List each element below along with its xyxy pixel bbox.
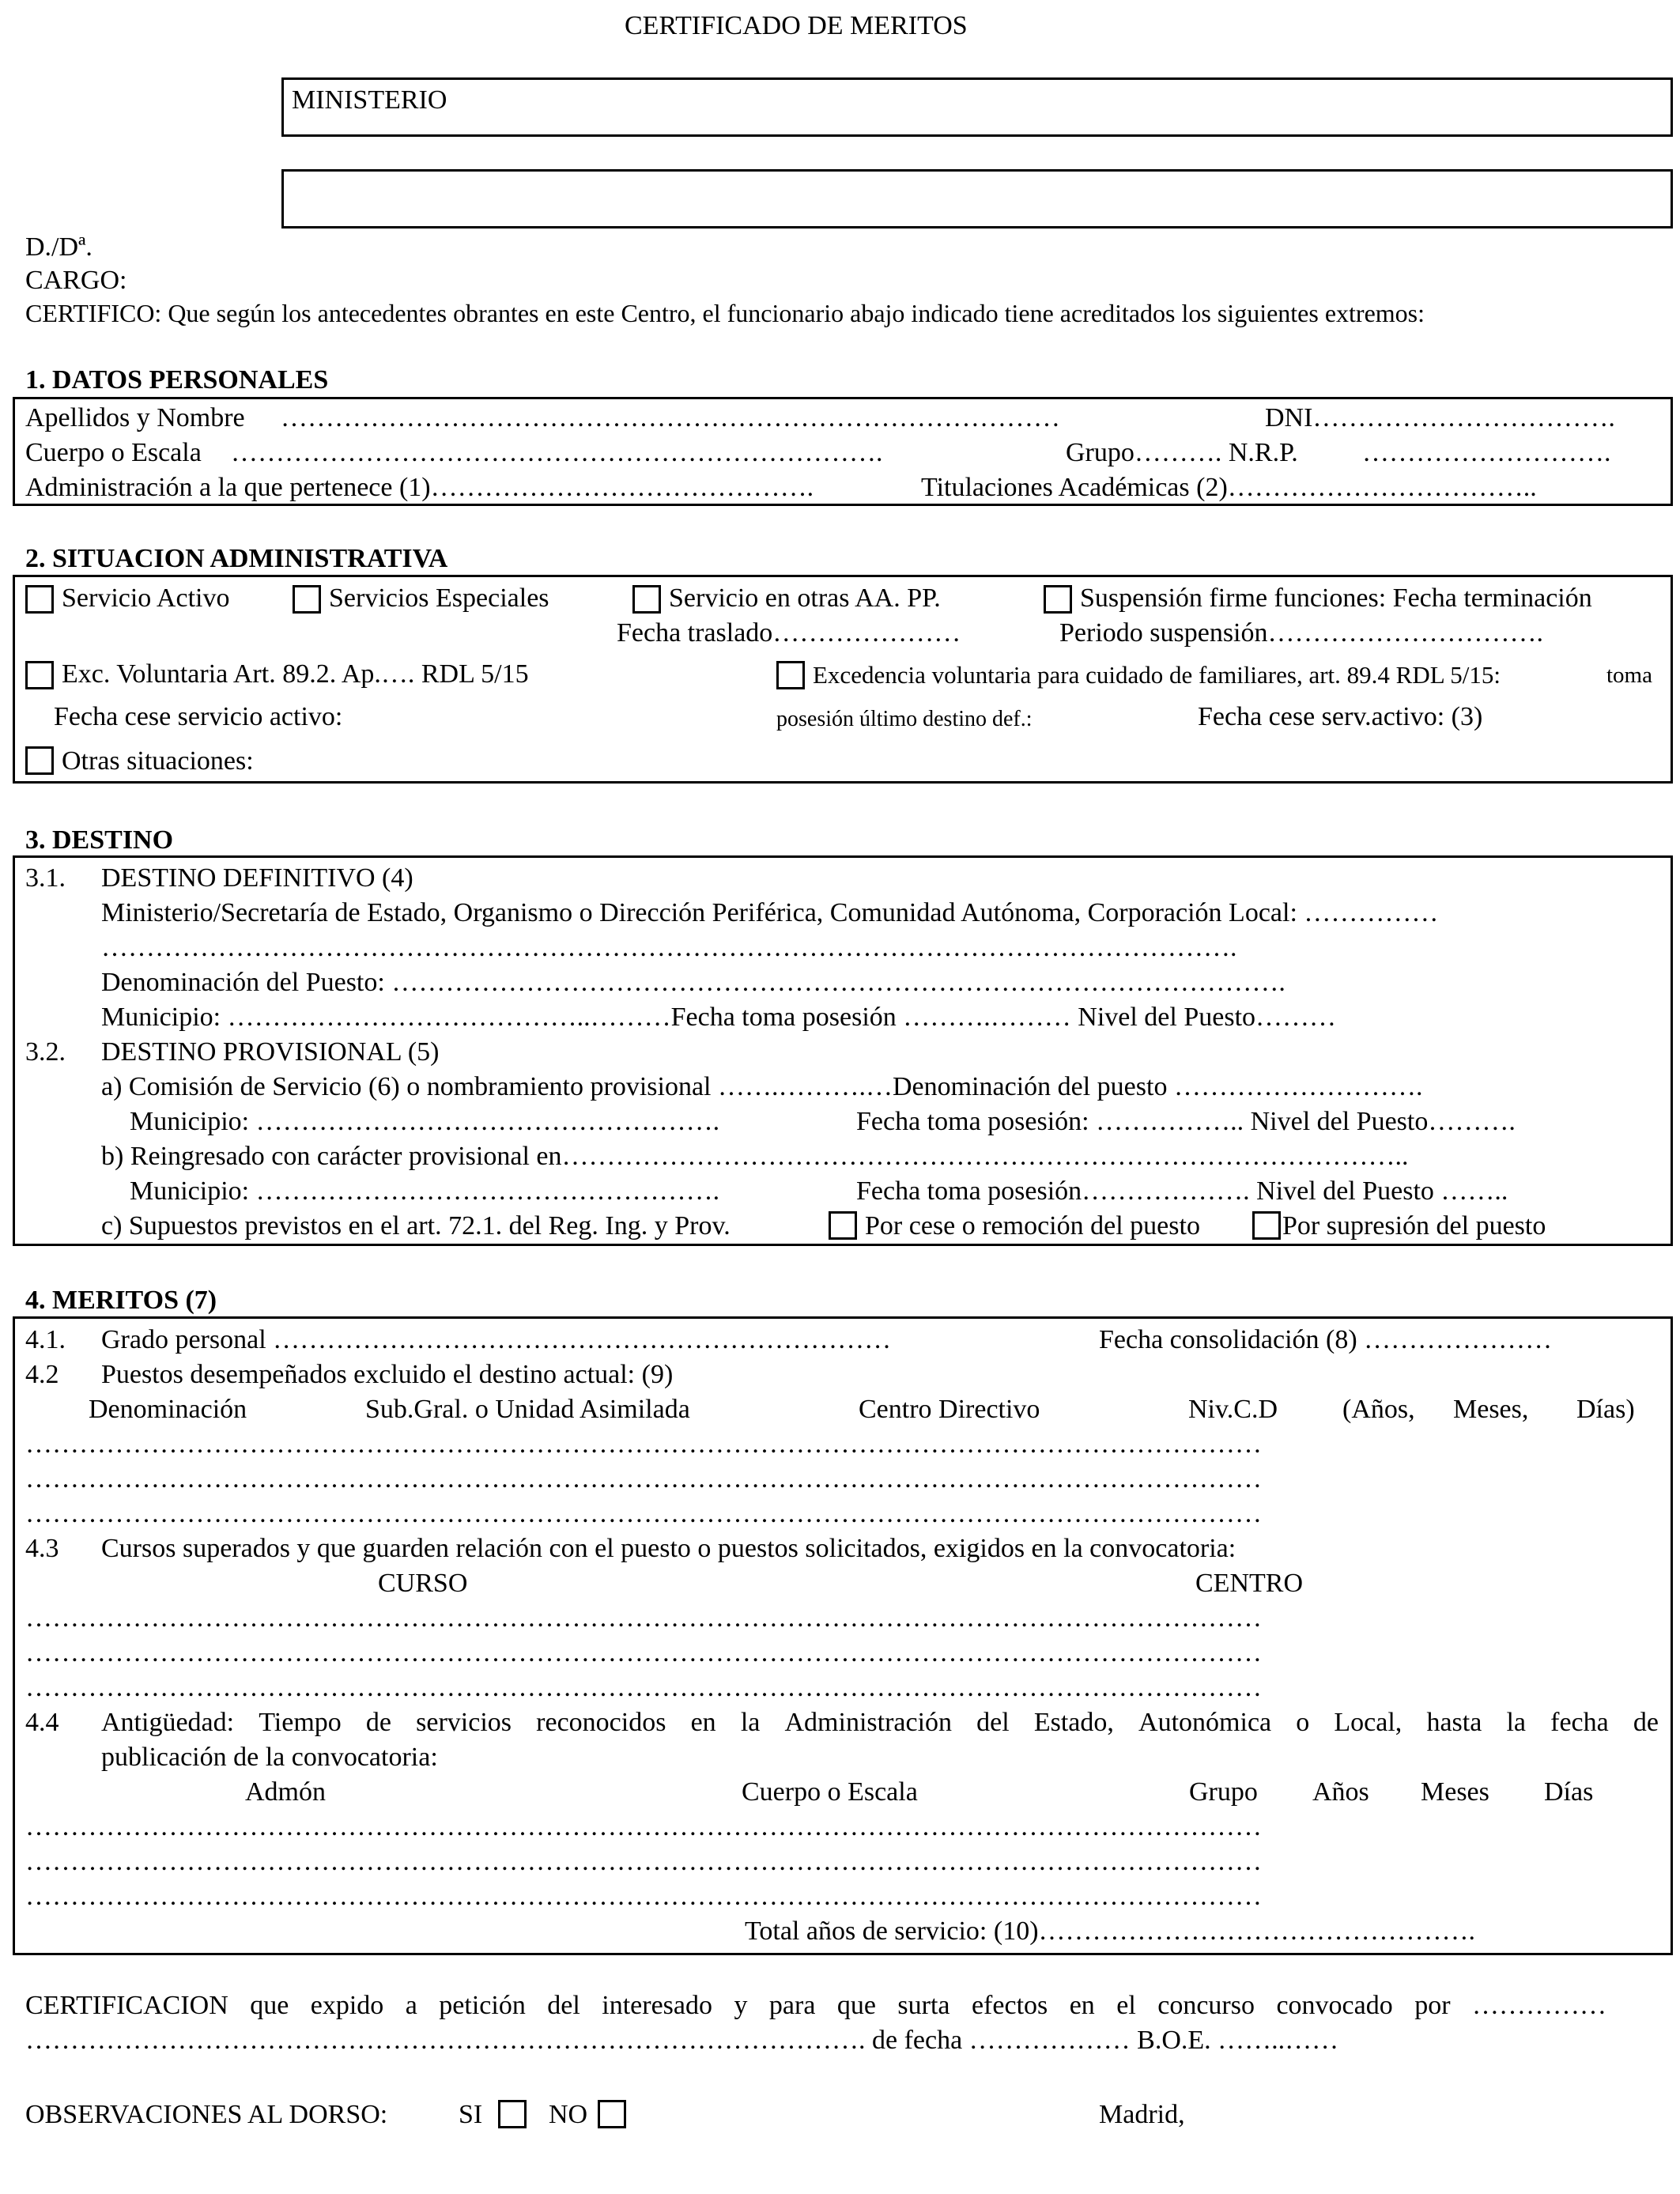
fecha-cese-label: Fecha cese servicio activo: xyxy=(54,702,343,731)
col-dias-44: Días xyxy=(1544,1777,1594,1807)
col-anos-44: Años xyxy=(1312,1777,1369,1807)
otras-aapp-label: Servicio en otras AA. PP. xyxy=(669,583,941,613)
exc-voluntaria-checkbox[interactable] xyxy=(25,661,54,689)
ministerio-label: MINISTERIO xyxy=(292,85,447,115)
col-curso: CURSO xyxy=(378,1569,468,1598)
no-checkbox[interactable] xyxy=(598,2100,626,2128)
num-4-4: 4.4 xyxy=(25,1708,59,1737)
puestos-desempenados-label: Puestos desempeñados excluido el destino actual: (9) xyxy=(101,1360,674,1389)
ministerio-organismo-field[interactable]: Ministerio/Secretaría de Estado, Organismo o Dirección Periférica, Comunidad Autónoma, Corporación Local: …………… xyxy=(101,898,1439,927)
denominacion-puesto-field[interactable]: Denominación del Puesto: ………………………………………………………………………………………. xyxy=(101,968,1285,997)
otras-situaciones-label: Otras situaciones: xyxy=(62,746,254,776)
certificacion-text: CERTIFICACION que expido a petición del interesado y para que surta efectos en el concurso convocado por …………… xyxy=(25,1991,1606,2020)
nrp-dots[interactable]: ………………………. xyxy=(1362,438,1611,467)
exc-familiares-toma: toma xyxy=(1606,663,1652,688)
antiguedad-label: Antigüedad: Tiempo de servicios reconocidos en la Administración del Estado, Autonómica o Local, hasta la fecha de xyxy=(101,1708,1659,1737)
col-nivcd: Niv.C.D xyxy=(1188,1395,1278,1424)
cuerpo-dots[interactable]: ………………………………………………………………. xyxy=(231,438,883,467)
organismo-dots[interactable]: ………………………………………………………………………………………………………………. xyxy=(101,933,1237,962)
servicio-activo-checkbox[interactable] xyxy=(25,585,54,614)
col-dias: Días) xyxy=(1576,1395,1635,1424)
supresion-checkbox[interactable] xyxy=(1252,1211,1281,1240)
municipio-b-field[interactable]: Municipio: ……………………………………………. xyxy=(130,1176,720,1206)
certificacion-fecha-boe[interactable]: …………………………………………………………………………………. de fecha ……………… B.O.E. ……..…… xyxy=(25,2026,1339,2055)
otras-aapp-checkbox[interactable] xyxy=(632,585,661,614)
col-centro: CENTRO xyxy=(1195,1569,1303,1598)
cargo-label: CARGO: xyxy=(25,266,127,295)
fecha-toma-a-field[interactable]: Fecha toma posesión: …………….. Nivel del Puesto………. xyxy=(856,1107,1516,1136)
num-3-2: 3.2. xyxy=(25,1037,66,1067)
madrid-label: Madrid, xyxy=(1099,2100,1185,2129)
section-1-heading: 1. DATOS PERSONALES xyxy=(25,365,329,395)
exc-familiares-label: Excedencia voluntaria para cuidado de familiares, art. 89.4 RDL 5/15: xyxy=(813,661,1501,689)
cese-remocion-checkbox[interactable] xyxy=(829,1211,857,1240)
servicios-especiales-checkbox[interactable] xyxy=(293,585,321,614)
periodo-suspension-field[interactable]: Periodo suspensión…………………………. xyxy=(1059,618,1543,648)
municipio-a-field[interactable]: Municipio: ……………………………………………. xyxy=(130,1107,720,1136)
si-checkbox[interactable] xyxy=(498,2100,527,2128)
col-denominacion: Denominación xyxy=(89,1395,247,1424)
suspension-checkbox[interactable] xyxy=(1044,585,1072,614)
col-meses-44: Meses xyxy=(1421,1777,1489,1807)
col-anos: (Años, xyxy=(1342,1395,1415,1424)
observaciones-label: OBSERVACIONES AL DORSO: xyxy=(25,2100,388,2129)
num-4-1: 4.1. xyxy=(25,1325,66,1354)
exc-voluntaria-label: Exc. Voluntaria Art. 89.2. Ap.…. RDL 5/15 xyxy=(62,659,529,689)
destino-definitivo-label: DESTINO DEFINITIVO (4) xyxy=(101,863,413,893)
posesion-ultimo-label: posesión último destino def.: xyxy=(776,707,1033,731)
servicio-activo-label: Servicio Activo xyxy=(62,583,230,613)
col-grupo: Grupo xyxy=(1189,1777,1258,1807)
municipio-def-field[interactable]: Municipio: …………………………………..………Fecha toma posesión ……….……… Nivel del Puesto……… xyxy=(101,1003,1337,1032)
grupo-nrp-label: Grupo………. N.R.P. xyxy=(1066,438,1298,467)
cursos-label: Cursos superados y que guarden relación con el puesto o puestos solicitados, exigidos en la convocatoria: xyxy=(101,1534,1236,1563)
cese-remocion-label: Por cese o remoción del puesto xyxy=(865,1211,1200,1240)
exc-familiares-checkbox[interactable] xyxy=(776,661,805,689)
ministerio-field[interactable] xyxy=(281,77,1673,137)
cursos-line-3[interactable]: ………………………………………………………………………………………………………………………… xyxy=(25,1673,1262,1702)
col-cuerpo-escala: Cuerpo o Escala xyxy=(742,1777,918,1807)
titulaciones-field[interactable]: Titulaciones Académicas (2)…………………………….. xyxy=(921,473,1537,502)
num-3-1: 3.1. xyxy=(25,863,66,893)
administracion-field[interactable]: Administración a la que pertenece (1)……………………………………. xyxy=(25,473,814,502)
page-title: CERTIFICADO DE MERITOS xyxy=(625,11,968,40)
section-2-heading: 2. SITUACION ADMINISTRATIVA xyxy=(25,544,448,573)
certifico-text: CERTIFICO: Que según los antecedentes obrantes en este Centro, el funcionario abajo indicado tiene acreditados los siguientes extremos: xyxy=(25,299,1425,327)
section-3-heading: 3. DESTINO xyxy=(25,825,174,855)
dni-field[interactable]: DNI……………………………. xyxy=(1265,403,1615,432)
suspension-label: Suspensión firme funciones: Fecha terminación xyxy=(1080,583,1592,613)
servicios-especiales-label: Servicios Especiales xyxy=(329,583,549,613)
col-meses: Meses, xyxy=(1453,1395,1529,1424)
cursos-line-1[interactable]: ………………………………………………………………………………………………………………………… xyxy=(25,1603,1262,1633)
cursos-line-2[interactable]: ………………………………………………………………………………………………………………………… xyxy=(25,1638,1262,1667)
supuestos-label: c) Supuestos previstos en el art. 72.1. del Reg. Ing. y Prov. xyxy=(101,1211,731,1240)
antiguedad-line-2[interactable]: ………………………………………………………………………………………………………………………… xyxy=(25,1847,1262,1876)
fecha-cese-3-label: Fecha cese serv.activo: (3) xyxy=(1198,702,1483,731)
otras-situaciones-checkbox[interactable] xyxy=(25,746,54,775)
num-4-2: 4.2 xyxy=(25,1360,59,1389)
destino-provisional-label: DESTINO PROVISIONAL (5) xyxy=(101,1037,440,1067)
antiguedad-line-3[interactable]: ………………………………………………………………………………………………………………………… xyxy=(25,1882,1262,1911)
fecha-consolidacion-field[interactable]: Fecha consolidación (8) ………………… xyxy=(1099,1325,1553,1354)
organismo-field[interactable] xyxy=(281,169,1673,228)
comision-servicio-field[interactable]: a) Comisión de Servicio (6) o nombramiento provisional …….……….…Denominación del puesto ………………………. xyxy=(101,1072,1423,1101)
supresion-label: Por supresión del puesto xyxy=(1282,1211,1546,1240)
puestos-line-1[interactable]: ………………………………………………………………………………………………………………………… xyxy=(25,1429,1262,1459)
fecha-traslado-field[interactable]: Fecha traslado………………… xyxy=(617,618,961,648)
section-4-heading: 4. MERITOS (7) xyxy=(25,1286,217,1315)
col-centro-directivo: Centro Directivo xyxy=(859,1395,1040,1424)
apellidos-dots[interactable]: …………………………………………………………………………… xyxy=(281,403,1060,432)
total-anos-field[interactable]: Total años de servicio: (10)…………………………………………. xyxy=(745,1916,1476,1946)
col-admon: Admón xyxy=(245,1777,326,1807)
si-label: SI xyxy=(459,2100,483,2129)
apellidos-label: Apellidos y Nombre xyxy=(25,403,245,432)
puestos-line-3[interactable]: ………………………………………………………………………………………………………………………… xyxy=(25,1499,1262,1528)
reingresado-field[interactable]: b) Reingresado con carácter provisional en………………………………………………………………………………….. xyxy=(101,1142,1409,1171)
num-4-3: 4.3 xyxy=(25,1534,59,1563)
antiguedad-line-1[interactable]: ………………………………………………………………………………………………………………………… xyxy=(25,1812,1262,1841)
no-label: NO xyxy=(549,2100,588,2129)
grado-personal-field[interactable]: Grado personal …………………………………………………………… xyxy=(101,1325,892,1354)
fecha-toma-b-field[interactable]: Fecha toma posesión………………. Nivel del Puesto …….. xyxy=(856,1176,1508,1206)
col-subgral: Sub.Gral. o Unidad Asimilada xyxy=(365,1395,690,1424)
antiguedad-label-2: publicación de la convocatoria: xyxy=(101,1743,438,1772)
cuerpo-label: Cuerpo o Escala xyxy=(25,438,202,467)
dd-label: D./Dª. xyxy=(25,232,92,262)
puestos-line-2[interactable]: ………………………………………………………………………………………………………………………… xyxy=(25,1464,1262,1494)
